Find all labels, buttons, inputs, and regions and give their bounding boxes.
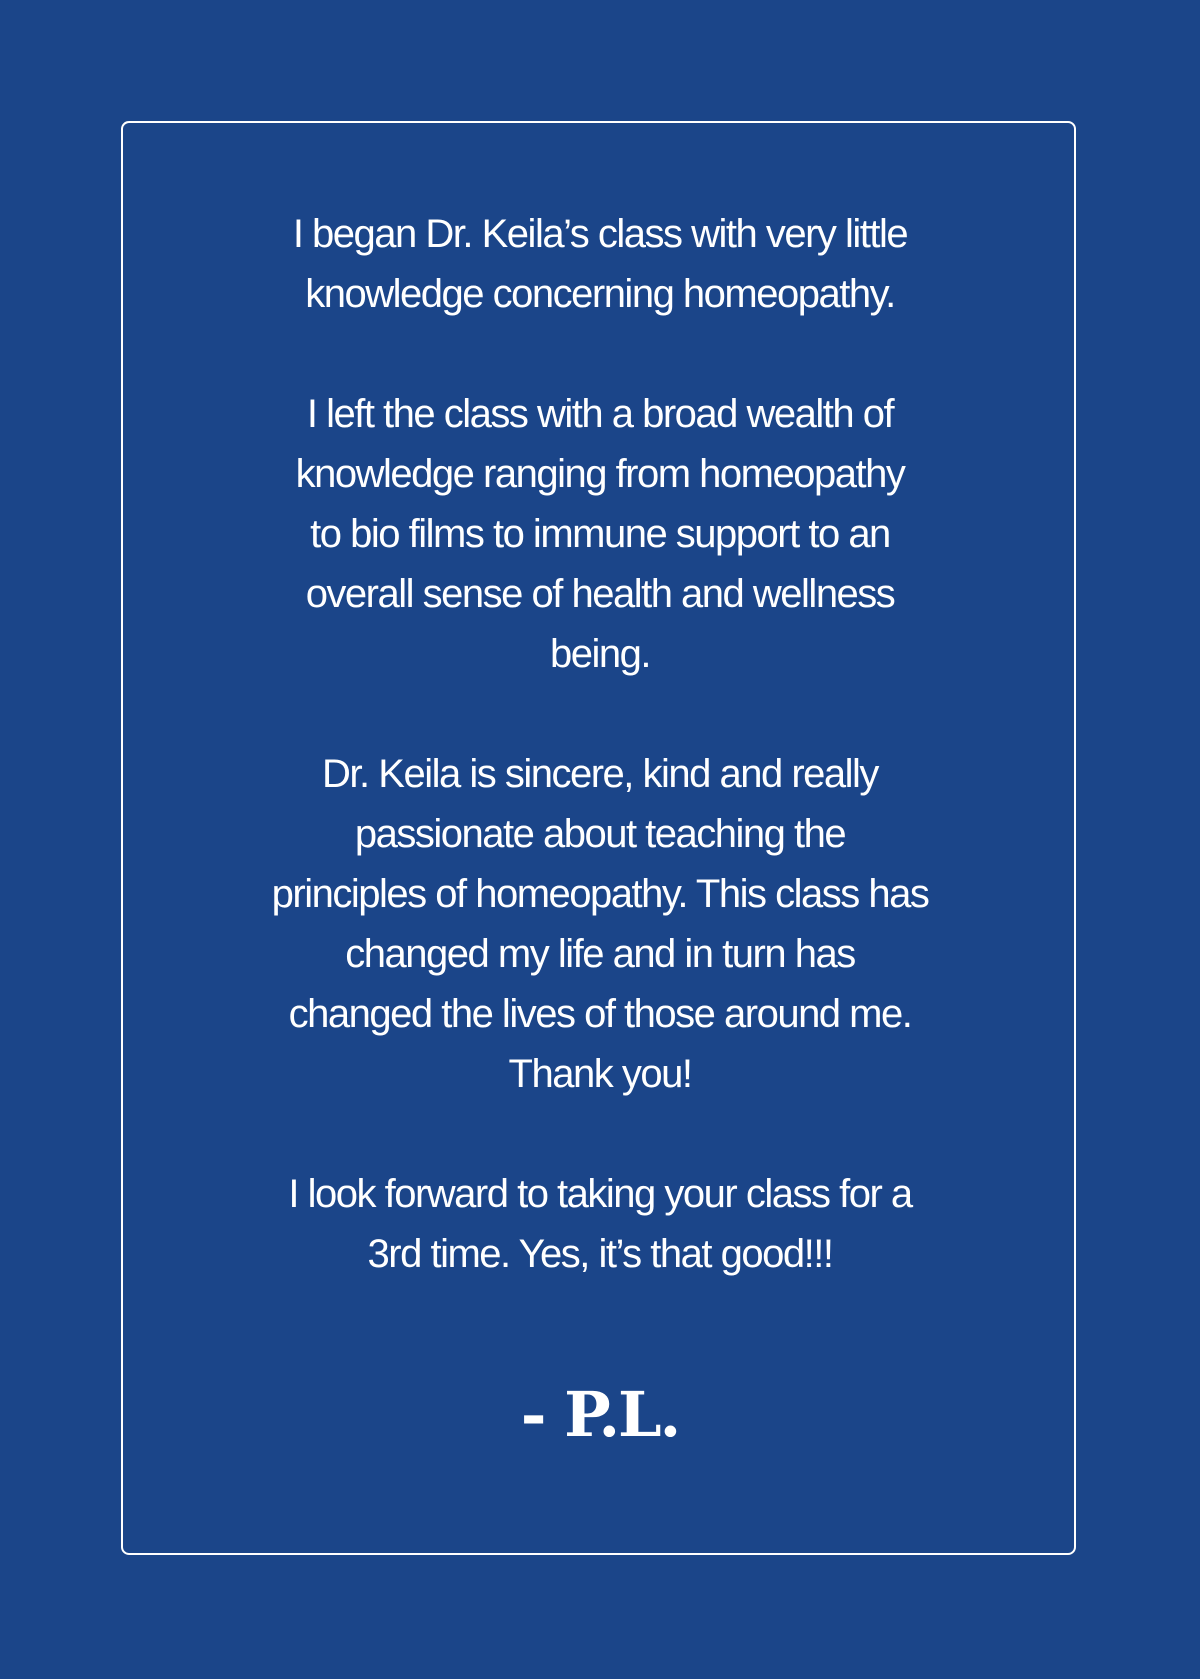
testimonial-signature: - P.L. [520, 1378, 680, 1451]
testimonial-paragraph-2: I left the class with a broad wealth of knowledge ranging from homeopathy to bio films to immune support to an overall sense of health and wellness being. [295, 392, 905, 676]
testimonial-paragraph-4: I look forward to taking your class for a 3rd time. Yes, it’s that good!!! [288, 1172, 912, 1276]
testimonial-paragraph-1: I began Dr. Keila’s class with very little knowledge concerning homeopathy. [292, 212, 908, 316]
testimonial-paragraph-3: Dr. Keila is sincere, kind and really passionate about teaching the principles of homeopathy. This class has changed my life and in turn has changed the lives of those around me. Thank you! [271, 752, 929, 1096]
testimonial-quote [150, 204, 1050, 1284]
